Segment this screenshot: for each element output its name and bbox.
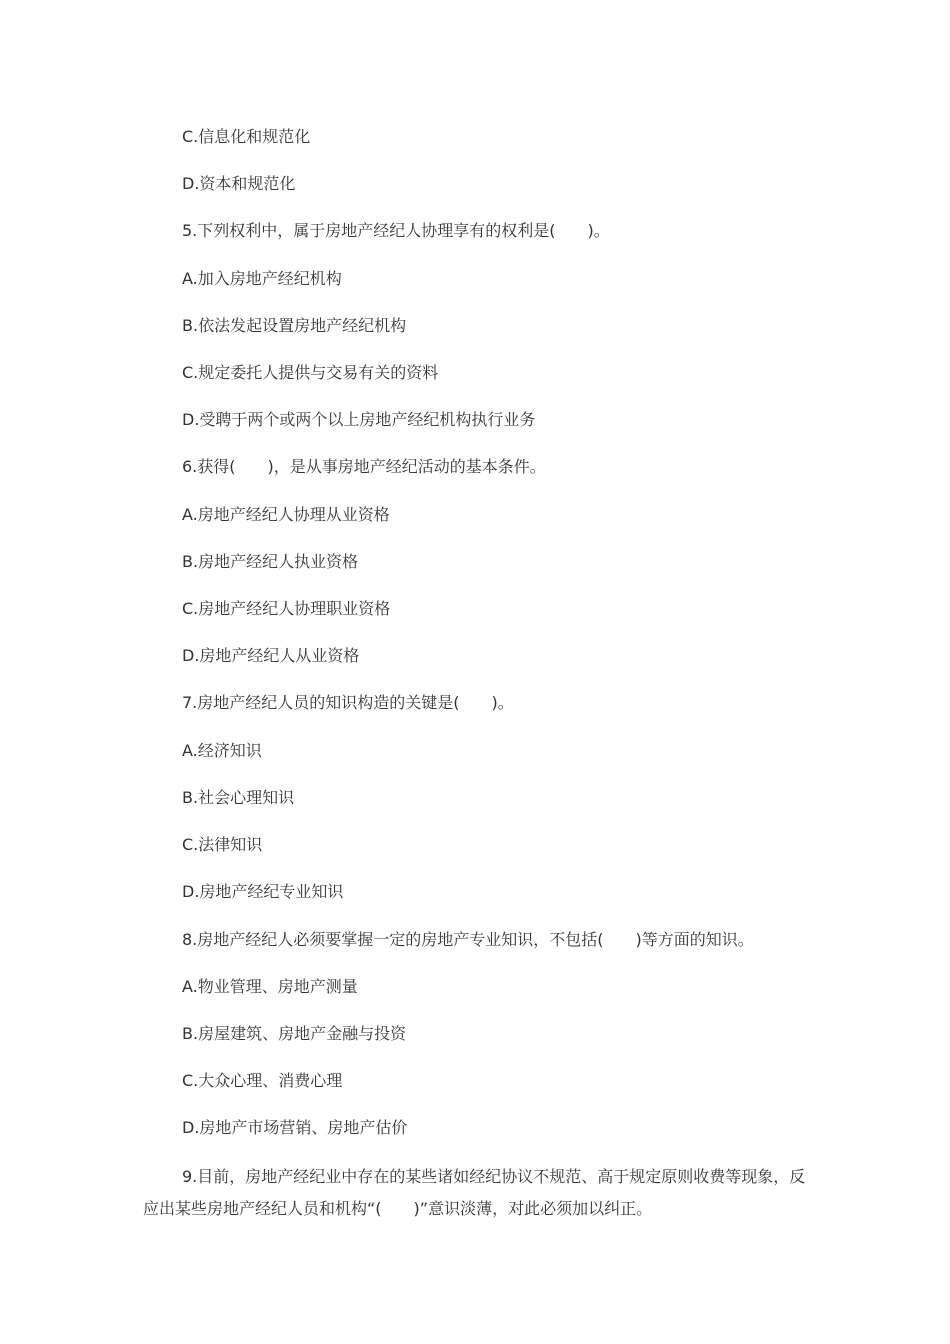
option-5a: A.加入房地产经纪机构: [182, 269, 342, 288]
option-4d: D.资本和规范化: [182, 174, 296, 193]
option-6c: C.房地产经纪人协理职业资格: [182, 599, 391, 618]
question-9: 9.目前，房地产经纪业中存在的某些诸如经纪协议不规范、高于规定原则收费等现象，反应出某些房地产经纪人员和机构“( )”意识淡薄，对此必须加以纠正。: [143, 1167, 806, 1218]
option-4c: C.信息化和规范化: [182, 127, 311, 146]
option-7b: B.社会心理知识: [182, 788, 295, 807]
option-8c: C.大众心理、消费心理: [182, 1071, 343, 1090]
option-6d: D.房地产经纪人从业资格: [182, 646, 360, 665]
question-7: 7.房地产经纪人员的知识构造的关键是( )。: [182, 693, 514, 712]
question-5: 5.下列权利中，属于房地产经纪人协理享有的权利是( )。: [182, 221, 610, 240]
question-6: 6.获得( )，是从事房地产经纪活动的基本条件。: [182, 457, 546, 476]
option-5c: C.规定委托人提供与交易有关的资料: [182, 363, 439, 382]
option-8a: A.物业管理、房地产测量: [182, 977, 358, 996]
option-8b: B.房屋建筑、房地产金融与投资: [182, 1024, 407, 1043]
option-5d: D.受聘于两个或两个以上房地产经纪机构执行业务: [182, 410, 536, 429]
option-6b: B.房地产经纪人执业资格: [182, 552, 359, 571]
option-8d: D.房地产市场营销、房地产估价: [182, 1118, 408, 1137]
option-7a: A.经济知识: [182, 741, 262, 760]
option-5b: B.依法发起设置房地产经纪机构: [182, 316, 407, 335]
option-7c: C.法律知识: [182, 835, 263, 854]
option-7d: D.房地产经纪专业知识: [182, 882, 344, 901]
question-8: 8.房地产经纪人必须要掌握一定的房地产专业知识，不包括( )等方面的知识。: [182, 930, 754, 949]
option-6a: A.房地产经纪人协理从业资格: [182, 505, 390, 524]
